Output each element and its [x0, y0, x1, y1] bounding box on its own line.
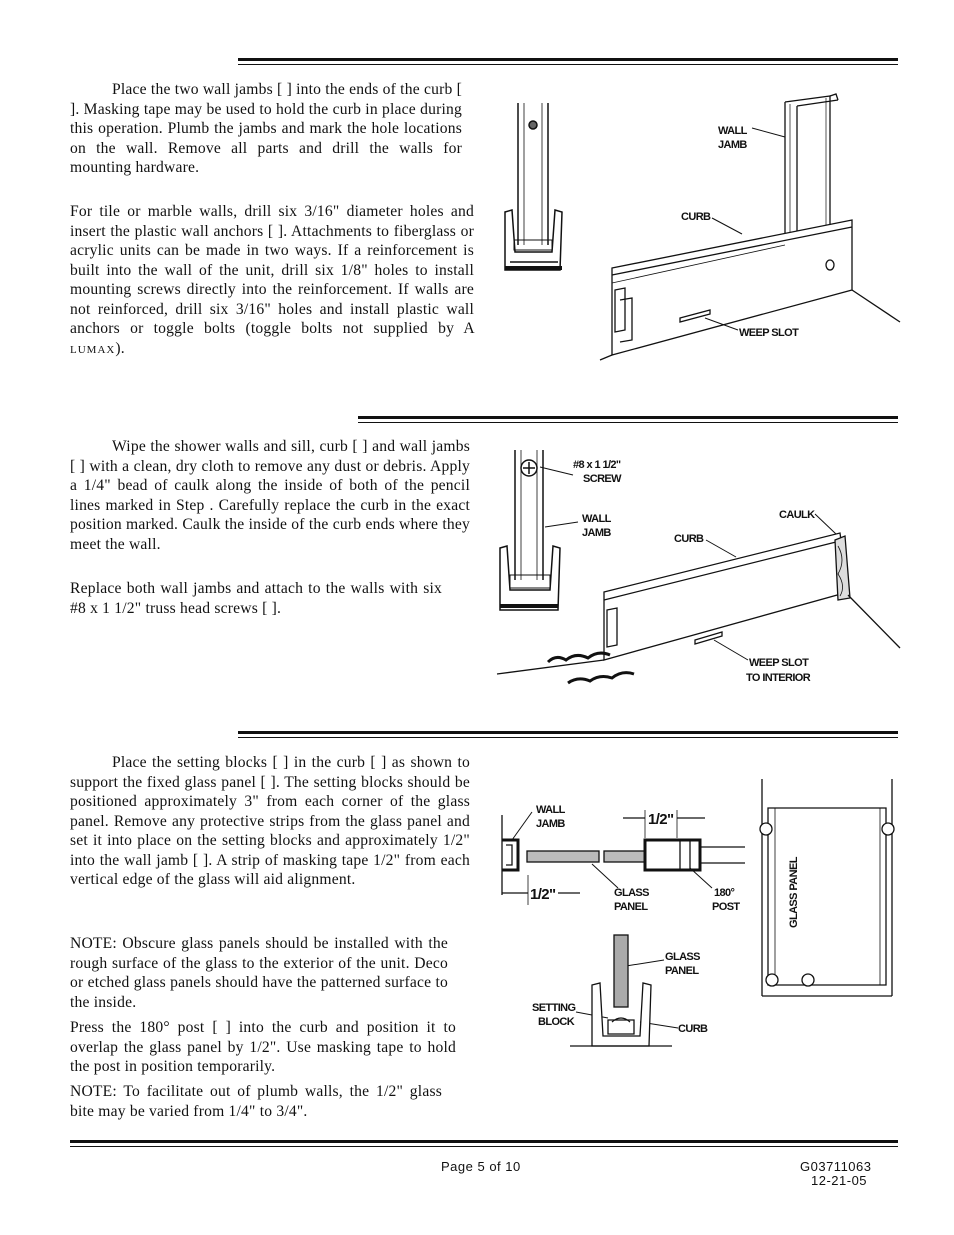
section1-p2-end: ). [115, 339, 125, 357]
page-number: Page 5 of 10 [441, 1159, 521, 1174]
label-to-interior: TO INTERIOR [746, 672, 811, 684]
elevation-view [760, 779, 894, 996]
label-caulk: CAULK [779, 509, 815, 521]
section3-paragraph-1: Place the setting blocks [ ] in the curb [ ] as shown to support the fixed glass panel [ ]. The setting blocks should be positioned approximately 3" from each corner of the glass panel. Remove any protective strips from the glass panel and set it into place on the setting blocks and approximately 1/2" into the wall jamb [ ]. A strip of masking tape 1/2" from each vertical edge of the glass will aid alignment. [70, 754, 470, 888]
label-half-inch-top: 1/2" [648, 811, 674, 828]
document-id: G03711063 [800, 1159, 872, 1174]
section3-paragraph-4: NOTE: To facilitate out of plumb walls, the 1/2" glass bite may be varied from 1/4" to 3/4". [70, 1083, 442, 1120]
label-panel: PANEL [614, 901, 648, 913]
section-view [570, 935, 672, 1046]
section1-paragraph-1: Place the two wall jambs [ ] into the ends of the curb [ ]. Masking tape may be used to hold the curb in place during this operation. Plumb the jambs and mark the hole locations on the wall. Remove all parts and drill the walls for mounting hardware. [70, 81, 462, 176]
label-jamb-2: JAMB [582, 527, 611, 539]
label-curb-2: CURB [674, 533, 704, 545]
section2-paragraph-2: Replace both wall jambs and attach to the walls with six #8 x 1 1/2" truss head screws [ ]. [70, 580, 442, 617]
label-wall-2: WALL [582, 513, 611, 525]
label-jamb: JAMB [718, 139, 747, 151]
label-panel-2: PANEL [665, 965, 699, 977]
footer-rule-thin [70, 1146, 898, 1147]
label-screw: SCREW [583, 473, 621, 485]
section3-paragraph-2: NOTE: Obscure glass panels should be installed with the rough surface of the glass to the exterior of the unit. Deco or etched glass panels should have the patterned surface to the inside. [70, 935, 448, 1011]
label-half-inch-bottom: 1/2" [530, 886, 556, 903]
footer-rule [70, 1140, 898, 1143]
label-glass-2: GLASS [665, 951, 700, 963]
label-jamb-3: JAMB [536, 818, 565, 830]
section2-paragraph-1: Wipe the shower walls and sill, curb [ ] and wall jambs [ ] with a clean, dry cloth to remove any dust or debris. Apply a 1/4" bead of caulk along the inside of both of the pencil lines marked in Step . Carefully replace the curb in the exact position marked. Caulk the inside of the curb ends where they meet the wall. [70, 438, 470, 553]
label-wall-3: WALL [536, 804, 565, 816]
brand-name: LUMAX [70, 343, 116, 356]
label-curb: CURB [681, 211, 711, 223]
label-weep-slot: WEEP SLOT [739, 327, 799, 339]
label-wall: WALL [718, 125, 747, 137]
label-glass-panel-vertical: GLASS PANEL [788, 857, 800, 928]
label-setting: SETTING [532, 1002, 576, 1014]
label-180: 180° [714, 887, 735, 899]
label-curb-3: CURB [678, 1023, 708, 1035]
label-block: BLOCK [538, 1016, 575, 1028]
label-screw-size: #8 x 1 1/2" [573, 459, 621, 471]
section1-p2-text: For tile or marble walls, drill six 3/16" diameter holes and insert the plastic wall anchors [ ]. Attachments to fiberglass or acrylic units can be made in two ways. If a reinforcement is built into the wall of the unit, drill six 1/8" holes to install mounting screws directly into the reinforcement. If walls are not reinforced, drill six 3/16" holes and install plastic wall anchors or toggle bolts (toggle bolts not supplied by A [70, 203, 474, 337]
label-glass: GLASS [614, 887, 649, 899]
label-weep-slot-2: WEEP SLOT [749, 657, 809, 669]
label-post: POST [712, 901, 740, 913]
section3-paragraph-3: Press the 180° post [ ] into the curb and position it to overlap the glass panel by 1/2". Use masking tape to hold the post in position temporarily. [70, 1019, 456, 1075]
document-date: 12-21-05 [811, 1173, 868, 1188]
